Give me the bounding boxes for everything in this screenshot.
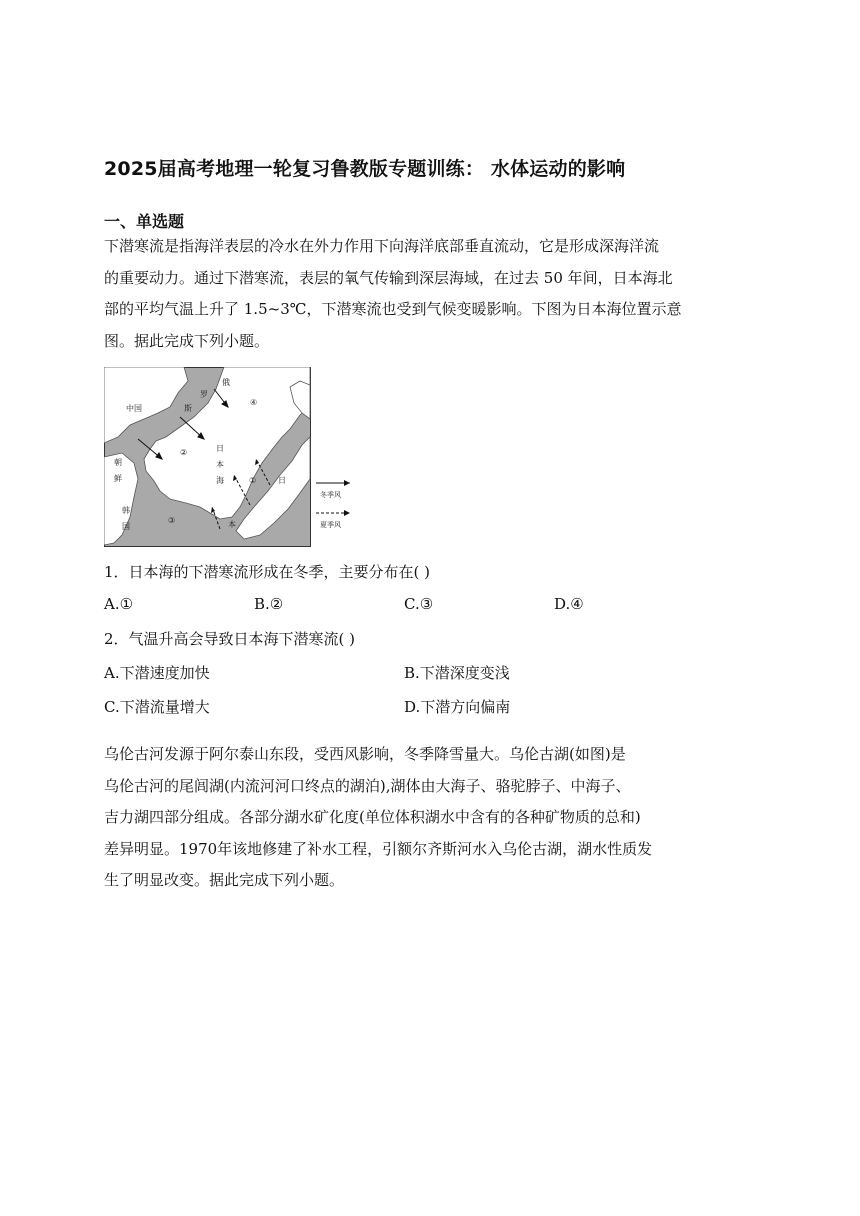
map-marker-3: ③ bbox=[168, 516, 176, 525]
map-label: 韩 bbox=[122, 506, 130, 515]
map-label: 国 bbox=[122, 522, 130, 531]
map-label: 罗 bbox=[200, 390, 208, 399]
question-2-option-a[interactable]: A.下潜速度加快 bbox=[104, 664, 210, 682]
passage-1-line: 部的平均气温上升了 1.5~3℃，下潜寒流也受到气候变暖影响。下图为日本海位置示意 bbox=[104, 300, 682, 318]
passage-1 bbox=[104, 231, 764, 357]
map-marker-4: ④ bbox=[250, 398, 258, 407]
section-heading: 一、单选题 bbox=[104, 212, 185, 231]
map-label: 日 bbox=[278, 476, 286, 485]
passage-2-line: 乌伦古河发源于阿尔泰山东段，受西风影响，冬季降雪量大。乌伦古湖(如图)是 bbox=[104, 745, 626, 763]
passage-2-line: 差异明显。1970年该地修建了补水工程，引额尔齐斯河水入乌伦古湖，湖水性质发 bbox=[104, 839, 653, 858]
question-2-option-b[interactable]: B.下潜深度变浅 bbox=[404, 664, 510, 682]
question-2-option-d[interactable]: D.下潜方向偏南 bbox=[404, 698, 511, 716]
map-label: 中国 bbox=[126, 404, 142, 413]
question-2-stem: 2．气温升高会导致日本海下潜寒流( ) bbox=[104, 630, 356, 648]
question-2-option-c[interactable]: C.下潜流量增大 bbox=[104, 698, 210, 716]
map-label: 朝 bbox=[114, 458, 122, 467]
passage-2 bbox=[104, 739, 764, 897]
passage-1-line: 的重要动力。通过下潜寒流，表层的氧气传输到深层海域，在过去 50 年间，日本海北 bbox=[104, 268, 673, 287]
legend-winter-arrowhead bbox=[344, 480, 350, 486]
question-1-option-a[interactable]: A.① bbox=[104, 595, 134, 613]
question-1-option-d[interactable]: D.④ bbox=[554, 595, 584, 613]
passage-2-line: 生了明显改变。据此完成下列小题。 bbox=[104, 871, 345, 889]
map-label: 俄 bbox=[222, 378, 230, 387]
passage-2-line: 乌伦古河的尾闾湖(内流河河口终点的湖泊),湖体由大海子、骆驼脖子、中海子、 bbox=[104, 776, 631, 795]
map-label: 本 bbox=[216, 460, 224, 469]
passage-1-line: 下潜寒流是指海洋表层的冷水在外力作用下向海洋底部垂直流动，它是形成深海洋流 bbox=[104, 237, 660, 255]
map-label: 斯 bbox=[184, 404, 192, 413]
legend-summer-label: 夏季风 bbox=[320, 521, 341, 529]
map-label: 海 bbox=[216, 476, 224, 485]
map-marker-2: ② bbox=[180, 448, 188, 457]
question-1-option-c[interactable]: C.③ bbox=[404, 595, 434, 613]
map-label: 鲜 bbox=[114, 474, 122, 483]
passage-2-line: 吉力湖四部分组成。各部分湖水矿化度(单位体积湖水中含有的各种矿物质的总和) bbox=[104, 808, 641, 826]
legend-summer-arrowhead bbox=[344, 510, 350, 516]
legend-winter-label: 冬季风 bbox=[320, 491, 341, 499]
passage-1-line: 图。据此完成下列小题。 bbox=[104, 331, 270, 350]
map-legend bbox=[316, 480, 350, 529]
question-1-stem: 1．日本海的下潜寒流形成在冬季，主要分布在( ) bbox=[104, 563, 431, 581]
japan-sea-map bbox=[104, 367, 354, 547]
map-marker-1: ① bbox=[249, 476, 257, 485]
question-1-option-b[interactable]: B.② bbox=[254, 595, 284, 613]
document-title: 2025届高考地理一轮复习鲁教版专题训练： 水体运动的影响 bbox=[104, 158, 626, 180]
map-label: 本 bbox=[228, 520, 236, 529]
map-label: 日 bbox=[216, 444, 224, 453]
